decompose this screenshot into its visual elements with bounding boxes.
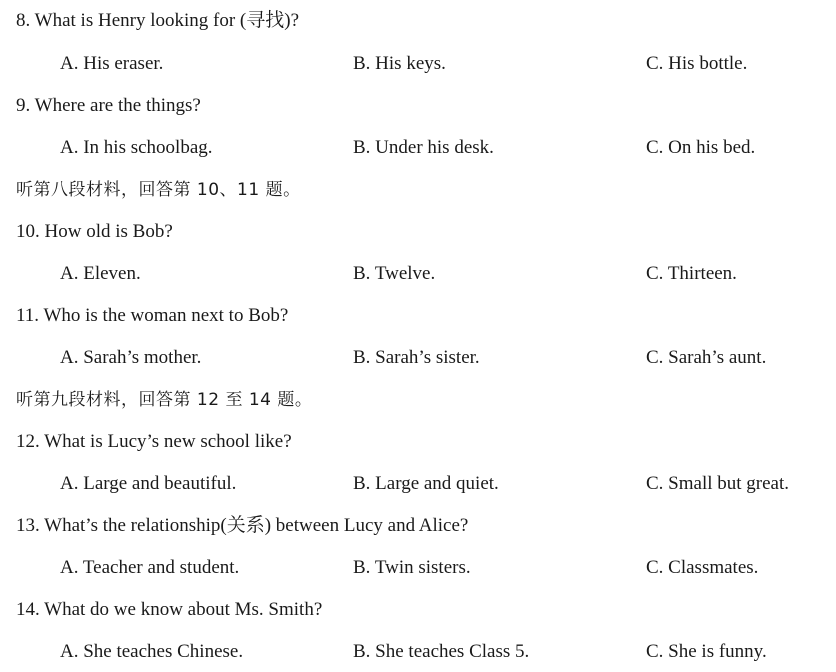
option-b: B. She teaches Class 5. [353, 641, 530, 662]
option-a: A. In his schoolbag. [60, 137, 213, 158]
question-11-options [0, 343, 836, 373]
option-b: B. Twin sisters. [353, 557, 471, 578]
option-c: C. Thirteen. [646, 263, 737, 284]
option-b: B. His keys. [353, 53, 446, 74]
question-9-stem: 9. Where are the things? [16, 95, 201, 116]
question-14-stem: 14. What do we know about Ms. Smith? [16, 599, 323, 620]
option-c: C. Sarah’s aunt. [646, 347, 767, 368]
option-c: C. His bottle. [646, 53, 748, 74]
question-10-stem: 10. How old is Bob? [16, 221, 173, 242]
question-12-stem: 12. What is Lucy’s new school like? [16, 431, 292, 452]
option-c: C. On his bed. [646, 137, 756, 158]
option-a: A. Teacher and student. [60, 557, 240, 578]
option-a: A. She teaches Chinese. [60, 641, 244, 662]
question-12-options [0, 469, 836, 499]
option-a: A. His eraser. [60, 53, 164, 74]
question-8-options [0, 49, 836, 79]
option-b: B. Large and quiet. [353, 473, 499, 494]
question-13-options [0, 553, 836, 583]
option-c: C. Classmates. [646, 557, 759, 578]
question-13-stem: 13. What’s the relationship(关系) between Lucy and Alice? [16, 515, 469, 536]
question-11-stem: 11. Who is the woman next to Bob? [16, 305, 289, 326]
option-c: C. She is funny. [646, 641, 767, 662]
option-a: A. Eleven. [60, 263, 141, 284]
option-b: B. Under his desk. [353, 137, 494, 158]
option-b: B. Twelve. [353, 263, 436, 284]
option-a: A. Large and beautiful. [60, 473, 237, 494]
question-10-options [0, 259, 836, 289]
section-heading: 听第九段材料，回答第 12 至 14 题。 [16, 390, 313, 410]
question-8-stem: 8. What is Henry looking for (寻找)? [16, 10, 300, 31]
option-b: B. Sarah’s sister. [353, 347, 480, 368]
option-a: A. Sarah’s mother. [60, 347, 202, 368]
option-c: C. Small but great. [646, 473, 790, 494]
section-heading: 听第八段材料，回答第 10、11 题。 [16, 180, 301, 200]
question-9-options [0, 133, 836, 163]
question-14-options [0, 637, 836, 667]
